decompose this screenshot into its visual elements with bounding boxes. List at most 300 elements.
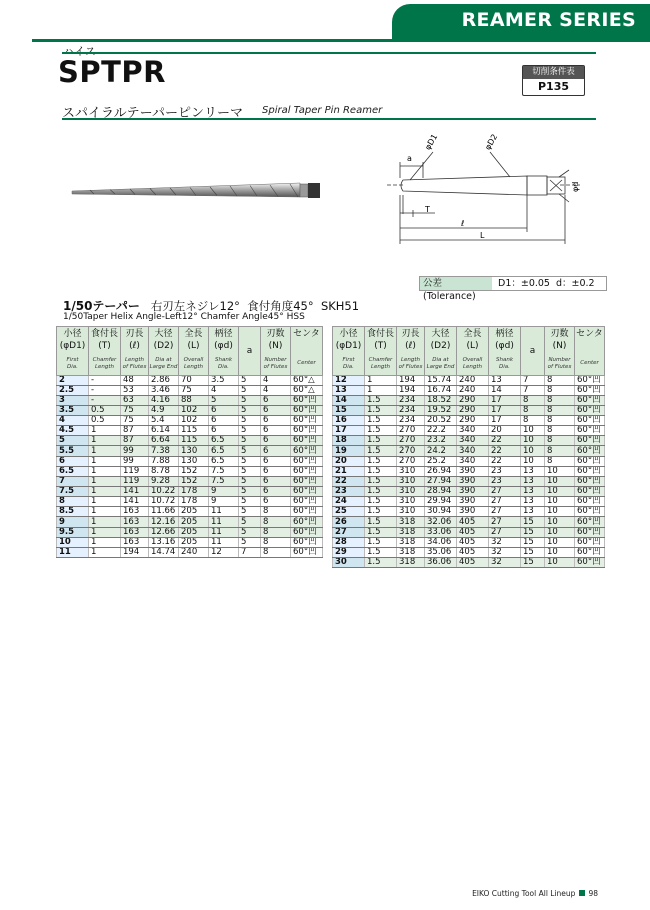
table-cell: 27 — [489, 527, 521, 537]
table-cell: 6.5 — [209, 456, 239, 466]
footer-text: EIKO Cutting Tool All Lineup — [472, 889, 576, 898]
table-cell: 30 — [333, 558, 365, 568]
reamer-photo — [70, 172, 332, 204]
table-cell: 60°凹 — [291, 466, 323, 476]
table-cell: 23.2 — [425, 436, 457, 446]
table-cell: 2.86 — [149, 375, 179, 385]
table-cell: 15 — [521, 537, 545, 547]
table-cell: 340 — [457, 456, 489, 466]
series-banner — [392, 4, 650, 40]
table-cell: 1 — [89, 507, 121, 517]
table-cell: 8.5 — [57, 507, 89, 517]
column-header: センタ — [575, 327, 605, 354]
table-cell: 12 — [333, 375, 365, 385]
table-cell: 5 — [239, 456, 261, 466]
diagram-label-t: T — [425, 205, 430, 214]
table-cell: 1 — [365, 375, 397, 385]
table-cell: 13.16 — [149, 537, 179, 547]
table-cell: 60°△ — [291, 385, 323, 395]
column-header: 大径 (D2) — [425, 327, 457, 354]
table-cell: 1.5 — [365, 466, 397, 476]
table-cell: 115 — [179, 436, 209, 446]
spec-chamfer: 食付角度45° — [247, 299, 314, 313]
table-cell: 19.52 — [425, 405, 457, 415]
table-cell: 18.52 — [425, 395, 457, 405]
table-cell: 10 — [545, 537, 575, 547]
table-row — [333, 405, 605, 415]
column-header-en: Overall Length — [179, 353, 209, 375]
table-cell: 178 — [179, 497, 209, 507]
table-cell: 15 — [521, 527, 545, 537]
table-row — [57, 426, 323, 436]
table-cell: 270 — [397, 436, 425, 446]
table-cell: 5 — [239, 487, 261, 497]
table-cell: 14 — [333, 395, 365, 405]
table-cell: 36.06 — [425, 558, 457, 568]
table-cell: 21 — [333, 466, 365, 476]
table-cell: 60°凹 — [575, 547, 605, 557]
column-header-en: Chamfer Length — [89, 353, 121, 375]
table-cell: 8 — [521, 395, 545, 405]
table-cell: 9 — [57, 517, 89, 527]
table-cell: 60°凹 — [575, 375, 605, 385]
table-row — [57, 497, 323, 507]
table-cell: 25 — [333, 507, 365, 517]
column-header-en: Chamfer Length — [365, 353, 397, 375]
table-cell: 152 — [179, 476, 209, 486]
page-number: 98 — [588, 889, 598, 898]
table-cell: 28 — [333, 537, 365, 547]
table-cell: 194 — [121, 547, 149, 557]
column-header: 食付長 (T) — [365, 327, 397, 354]
column-header: 刃数 (N) — [261, 327, 291, 354]
table-row — [57, 466, 323, 476]
column-header: 小径 (φD1) — [57, 327, 89, 354]
table-cell: 178 — [179, 487, 209, 497]
table-cell: 60°凹 — [291, 527, 323, 537]
table-cell: 5 — [239, 507, 261, 517]
table-cell: 13 — [521, 487, 545, 497]
table-cell: 27 — [489, 487, 521, 497]
table-cell: 60°凹 — [575, 487, 605, 497]
table-cell: 5 — [239, 436, 261, 446]
table-cell: 12.66 — [149, 527, 179, 537]
dimension-diagram — [385, 132, 595, 252]
table-cell: 102 — [179, 405, 209, 415]
table-cell: 35.06 — [425, 547, 457, 557]
column-header: 刃長 (ℓ) — [397, 327, 425, 354]
table-cell: 60°凹 — [575, 446, 605, 456]
table-row — [57, 507, 323, 517]
table-row — [333, 517, 605, 527]
tolerance-d1: D1：±0.05 — [498, 278, 550, 289]
table-cell: 22 — [333, 476, 365, 486]
table-cell: 19 — [333, 446, 365, 456]
table-cell: 9.28 — [149, 476, 179, 486]
table-cell: 1 — [89, 497, 121, 507]
table-cell: 13 — [521, 466, 545, 476]
table-cell: 340 — [457, 426, 489, 436]
table-cell: 11 — [209, 527, 239, 537]
column-header-en: Center — [575, 353, 605, 375]
column-header: 全長 (L) — [457, 327, 489, 354]
table-cell: 240 — [457, 385, 489, 395]
table-row — [57, 517, 323, 527]
table-cell: 60°凹 — [575, 416, 605, 426]
column-header: 食付長 (T) — [89, 327, 121, 354]
table-cell: 60°凹 — [291, 395, 323, 405]
table-cell: 23 — [333, 487, 365, 497]
table-cell: 5 — [239, 375, 261, 385]
table-cell: 205 — [179, 537, 209, 547]
column-header: 全長 (L) — [179, 327, 209, 354]
table-cell: 141 — [121, 487, 149, 497]
table-cell: 10 — [521, 446, 545, 456]
table-cell: 4.16 — [149, 395, 179, 405]
table-cell: 163 — [121, 537, 149, 547]
table-cell: 10 — [545, 476, 575, 486]
table-cell: 1.5 — [365, 547, 397, 557]
table-cell: 4 — [261, 375, 291, 385]
table-cell: 30.94 — [425, 507, 457, 517]
table-cell: 7 — [521, 375, 545, 385]
column-header-en: Number of Flutes — [545, 353, 575, 375]
table-cell: 8 — [261, 517, 291, 527]
table-cell: 3.5 — [209, 375, 239, 385]
table-row — [333, 497, 605, 507]
table-cell: 10 — [521, 436, 545, 446]
model-rule — [62, 52, 596, 54]
table-cell: 48 — [121, 375, 149, 385]
table-cell: 10 — [545, 507, 575, 517]
table-cell: 16 — [333, 416, 365, 426]
column-header-en: Dia at Large End — [425, 353, 457, 375]
table-cell: 310 — [397, 507, 425, 517]
diagram-label-d2: φD2 — [483, 132, 500, 152]
table-cell: 6.5 — [209, 446, 239, 456]
table-cell: 240 — [457, 375, 489, 385]
table-cell: 15 — [333, 405, 365, 415]
table-cell: 34.06 — [425, 537, 457, 547]
table-cell: 205 — [179, 527, 209, 537]
table-cell: 20 — [333, 456, 365, 466]
table-cell: 310 — [397, 487, 425, 497]
table-cell: 8 — [545, 426, 575, 436]
table-cell: 11 — [209, 517, 239, 527]
table-cell: 1.5 — [365, 426, 397, 436]
table-row — [333, 426, 605, 436]
column-header: センタ — [291, 327, 323, 354]
table-cell: 27 — [489, 497, 521, 507]
table-row — [57, 375, 323, 385]
table-cell: 1 — [89, 547, 121, 557]
table-cell: 9 — [209, 497, 239, 507]
column-header-en: Dia at Large End — [149, 353, 179, 375]
table-cell: 390 — [457, 487, 489, 497]
table-cell: 60°凹 — [575, 436, 605, 446]
table-cell: 8 — [545, 405, 575, 415]
table-cell: 11.66 — [149, 507, 179, 517]
column-header: 大径 (D2) — [149, 327, 179, 354]
table-cell: 8 — [545, 385, 575, 395]
table-cell: 20.52 — [425, 416, 457, 426]
table-cell: 5 — [239, 426, 261, 436]
table-cell: 8 — [261, 507, 291, 517]
table-row — [57, 385, 323, 395]
table-cell: 60°凹 — [291, 497, 323, 507]
table-cell: 6 — [261, 436, 291, 446]
table-cell: 60°凹 — [575, 527, 605, 537]
table-cell: 12 — [209, 547, 239, 557]
table-cell: 22 — [489, 436, 521, 446]
table-row — [333, 527, 605, 537]
table-cell: 87 — [121, 426, 149, 436]
column-header-en: Shank Dia. — [489, 353, 521, 375]
table-cell: 24.2 — [425, 446, 457, 456]
table-cell: 60°凹 — [575, 426, 605, 436]
diagram-label-d1: φD1 — [423, 132, 440, 152]
table-cell: 11 — [209, 507, 239, 517]
table-cell: 60°凹 — [291, 456, 323, 466]
table-cell: 15.74 — [425, 375, 457, 385]
table-cell: 5 — [239, 416, 261, 426]
table-cell: 60°凹 — [291, 487, 323, 497]
page-footer — [472, 889, 598, 898]
table-cell: 27.94 — [425, 476, 457, 486]
table-cell: 7.38 — [149, 446, 179, 456]
table-cell: 9 — [209, 487, 239, 497]
column-header: 柄径 (φd) — [209, 327, 239, 354]
diagram-label-a: a — [407, 154, 412, 163]
table-cell: 60°凹 — [575, 385, 605, 395]
table-cell: 4.5 — [57, 426, 89, 436]
table-cell: 310 — [397, 466, 425, 476]
column-header: 柄径 (φd) — [489, 327, 521, 354]
table-cell: 4 — [261, 385, 291, 395]
product-name-en: Spiral Taper Pin Reamer — [262, 105, 383, 116]
table-cell: 29.94 — [425, 497, 457, 507]
table-cell: 23 — [489, 476, 521, 486]
table-cell: 7 — [57, 476, 89, 486]
table-cell: 60°凹 — [291, 507, 323, 517]
table-cell: 60°凹 — [291, 426, 323, 436]
table-cell: 405 — [457, 537, 489, 547]
table-cell: 130 — [179, 456, 209, 466]
table-row — [57, 395, 323, 405]
table-cell: 1.5 — [365, 558, 397, 568]
table-row — [333, 416, 605, 426]
table-cell: 10.22 — [149, 487, 179, 497]
table-cell: 27 — [333, 527, 365, 537]
table-cell: 318 — [397, 547, 425, 557]
table-cell: 1.5 — [365, 507, 397, 517]
table-cell: 10 — [545, 466, 575, 476]
table-cell: 1 — [89, 436, 121, 446]
table-row — [333, 547, 605, 557]
table-cell: 6 — [209, 416, 239, 426]
table-cell: 6.14 — [149, 426, 179, 436]
table-cell: 28.94 — [425, 487, 457, 497]
spec-taper: 1/50テーパー — [63, 299, 140, 313]
table-cell: 1.5 — [365, 487, 397, 497]
table-cell: 310 — [397, 497, 425, 507]
table-cell: 18 — [333, 436, 365, 446]
table-cell: 240 — [179, 547, 209, 557]
table-cell: 5.4 — [149, 416, 179, 426]
table-cell: 163 — [121, 527, 149, 537]
table-cell: 5 — [239, 446, 261, 456]
table-cell: 27 — [489, 517, 521, 527]
table-cell: 6 — [261, 426, 291, 436]
table-cell: 8.78 — [149, 466, 179, 476]
table-cell: 205 — [179, 507, 209, 517]
table-cell: 60°凹 — [291, 436, 323, 446]
table-cell: 6 — [57, 456, 89, 466]
table-cell: 60°凹 — [575, 507, 605, 517]
product-name-jp: スパイラルテーパーピンリーマ — [62, 106, 243, 121]
table-cell: 2 — [57, 375, 89, 385]
table-cell: 53 — [121, 385, 149, 395]
tolerance-d: d：±0.2 — [556, 278, 595, 289]
table-cell: 5 — [239, 395, 261, 405]
table-cell: 60°凹 — [291, 416, 323, 426]
table-cell: 60°凹 — [291, 517, 323, 527]
table-cell: 270 — [397, 446, 425, 456]
table-cell: 7.5 — [57, 487, 89, 497]
table-cell: 60°凹 — [291, 446, 323, 456]
table-cell: 11 — [57, 547, 89, 557]
tolerance-box — [419, 276, 607, 302]
table-cell: 152 — [179, 466, 209, 476]
table-row — [333, 385, 605, 395]
column-header-en: Shank Dia. — [209, 353, 239, 375]
spec-table-left — [56, 326, 323, 558]
table-cell: 23 — [489, 466, 521, 476]
table-cell: 8 — [261, 537, 291, 547]
column-header: 小径 (φD1) — [333, 327, 365, 354]
table-cell: 15 — [521, 558, 545, 568]
table-row — [57, 547, 323, 557]
table-cell: 63 — [121, 395, 149, 405]
table-cell: 60°△ — [291, 375, 323, 385]
table-row — [333, 395, 605, 405]
table-cell: 10 — [545, 558, 575, 568]
table-cell: 234 — [397, 416, 425, 426]
table-cell: 5 — [239, 527, 261, 537]
table-cell: 17 — [489, 395, 521, 405]
table-cell: 9.5 — [57, 527, 89, 537]
footer-marker — [579, 890, 585, 896]
diagram-label-overall-l: L — [480, 231, 485, 240]
table-row — [333, 466, 605, 476]
table-row — [333, 446, 605, 456]
table-cell: 318 — [397, 527, 425, 537]
table-cell: 5 — [239, 537, 261, 547]
table-cell: 8 — [261, 527, 291, 537]
table-cell: 1 — [89, 426, 121, 436]
table-cell: 11 — [209, 537, 239, 547]
table-cell: 1 — [89, 517, 121, 527]
spec-material: SKH51 — [320, 299, 360, 313]
table-cell: 8 — [545, 456, 575, 466]
table-cell: 0.5 — [89, 405, 121, 415]
table-row — [57, 446, 323, 456]
table-row — [57, 487, 323, 497]
table-cell: 10 — [545, 547, 575, 557]
header-rule — [32, 39, 650, 42]
table-cell: 1.5 — [365, 476, 397, 486]
table-row — [57, 537, 323, 547]
table-cell: 10 — [545, 517, 575, 527]
table-cell: 75 — [179, 385, 209, 395]
table-cell: 1.5 — [365, 416, 397, 426]
table-row — [333, 558, 605, 568]
table-cell: 8 — [57, 497, 89, 507]
column-header-en: Length of Flutes — [121, 353, 149, 375]
table-row — [57, 405, 323, 415]
table-cell: 60°凹 — [575, 456, 605, 466]
table-cell: 205 — [179, 517, 209, 527]
table-cell: 5 — [209, 395, 239, 405]
table-cell: 1.5 — [365, 497, 397, 507]
table-cell: 234 — [397, 395, 425, 405]
table-cell: 1 — [89, 537, 121, 547]
table-cell: 5 — [239, 497, 261, 507]
spec-table-right — [332, 326, 605, 568]
table-cell: 3.46 — [149, 385, 179, 395]
table-cell: 60°凹 — [575, 517, 605, 527]
column-header-en: First Dia. — [333, 353, 365, 375]
cutting-conditions-label: 切削条件表 — [523, 66, 584, 79]
table-cell: 24 — [333, 497, 365, 507]
table-cell: 234 — [397, 405, 425, 415]
column-header: a — [239, 327, 261, 376]
table-cell: 10.72 — [149, 497, 179, 507]
table-cell: 13 — [333, 385, 365, 395]
table-cell: 290 — [457, 416, 489, 426]
table-cell: 10 — [57, 537, 89, 547]
table-cell: 17 — [333, 426, 365, 436]
table-cell: 6 — [261, 456, 291, 466]
column-header-en: Center — [291, 353, 323, 375]
column-header-en: Overall Length — [457, 353, 489, 375]
diagram-label-l: ℓ — [461, 219, 465, 228]
table-cell: 6.64 — [149, 436, 179, 446]
table-cell: 10 — [545, 487, 575, 497]
table-cell: 8 — [545, 446, 575, 456]
table-cell: 1.5 — [365, 436, 397, 446]
table-cell: 8 — [261, 547, 291, 557]
table-cell: 115 — [179, 426, 209, 436]
table-cell: 6 — [261, 446, 291, 456]
table-cell: 8 — [545, 416, 575, 426]
table-cell: 6 — [261, 497, 291, 507]
table-row — [57, 416, 323, 426]
table-cell: 1.5 — [365, 527, 397, 537]
table-cell: 1 — [365, 385, 397, 395]
table-cell: 7.5 — [209, 476, 239, 486]
column-header: 刃数 (N) — [545, 327, 575, 354]
column-header-en: Length of Flutes — [397, 353, 425, 375]
table-row — [57, 476, 323, 486]
table-cell: 390 — [457, 507, 489, 517]
table-cell: 8 — [545, 375, 575, 385]
table-cell: 1 — [89, 476, 121, 486]
table-cell: 26.94 — [425, 466, 457, 476]
table-cell: 7 — [239, 547, 261, 557]
table-cell: 60°凹 — [291, 547, 323, 557]
table-cell: 102 — [179, 416, 209, 426]
